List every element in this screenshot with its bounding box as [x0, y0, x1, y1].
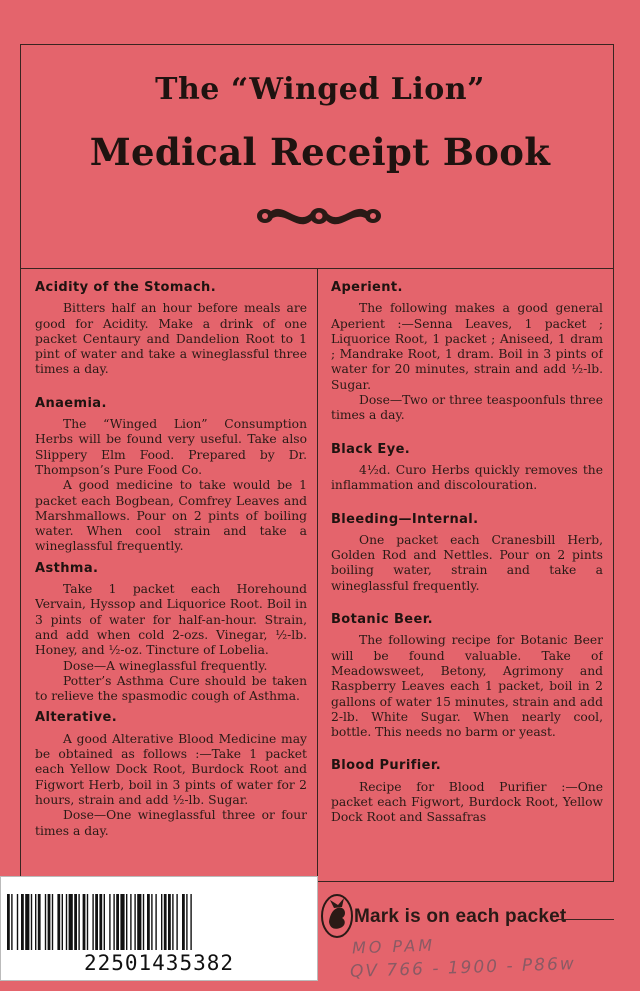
section-text: Recipe for Blood Purifier :—One packet each Figwort, Burdock Root, Yellow Dock Root and Sassafras: [331, 779, 603, 825]
section-blood-purifier: [331, 758, 603, 825]
section-aperient: [331, 280, 603, 424]
section-acidity: [35, 280, 307, 378]
barcode-number: 22501435382: [83, 951, 235, 975]
section-heading: Aperient.: [331, 280, 403, 295]
trademark-caption: Mark is on each packet: [354, 906, 567, 927]
section-heading: Blood Purifier.: [331, 758, 442, 774]
left-column: [35, 280, 307, 876]
section-text: The following makes a good general Aperient :—Senna Leaves, 1 packet ; Liquorice Root, 1 packet ; Aniseed, 1 dram ; Mandrake Root, 1 dram. Boil in 3 pints of water for 20 minutes, strain and add ½-lb. Sugar.: [331, 301, 603, 392]
title-line-1: The “Winged Lion”: [155, 72, 485, 107]
library-barcode-label: [0, 876, 318, 981]
section-dose: Dose—Two or three teaspoonfuls three times a day.: [331, 393, 603, 423]
title-line-2: Medical Receipt Book: [89, 130, 551, 174]
section-text: A good Alterative Blood Medicine may be obtained as follows :—Take 1 packet each Yellow Dock Root, Burdock Root and Figwort Herb, boil in 3 pints of water for 2 hours, strain and add ½-lb. Sugar.: [35, 731, 307, 807]
right-column: [331, 280, 603, 876]
column-divider: [317, 268, 318, 880]
section-heading: Botanic Beer.: [331, 612, 434, 628]
section-heading: Anaemia.: [35, 395, 107, 411]
section-dose: Dose—One wineglassful three or four times a day.: [35, 808, 307, 838]
section-botanic-beer: [331, 612, 603, 740]
section-text: One packet each Cranesbill Herb, Golden Rod and Nettles. Pour on 2 pints boiling water, strain and take a wineglassful frequently.: [331, 532, 603, 593]
pencil-annotation-2: QV 766 - 1900 - P86w: [349, 954, 577, 982]
trademark-rule: [558, 919, 614, 920]
section-text: The following recipe for Botanic Beer will be found valuable. Take of Meadowsweet, Betony, Agrimony and Raspberry Leaves each 1 packet, boil in 2 gallons of water 15 minutes, strain and add 2-lb. White Sugar. When nearly cool, bottle. This needs no barm or yeast.: [331, 633, 603, 740]
section-text: Bitters half an hour before meals are good for Acidity. Make a drink of one packet Centaury and Dandelion Root to 1 pint of water and take a wineglassful three times a day.: [35, 301, 307, 377]
winged-lion-seal-icon: [320, 892, 354, 940]
section-dose: Dose—A wineglassful frequently.: [63, 658, 268, 673]
section-text: Take 1 packet each Horehound Vervain, Hyssop and Liquorice Root. Boil in 3 pints of water for half-an-hour. Strain, and add when cold 2-ozs. Vinegar, ½-lb. Honey, and ½-oz. Tincture of Lobelia.: [35, 582, 307, 658]
barcode-icon: [7, 894, 307, 950]
section-bleeding: [331, 512, 603, 594]
section-text: A good medicine to take would be 1 packet each Bogbean, Comfrey Leaves and Marshmallows. Pour on 2 pints of boiling water. When cool strain and take a wineglassful frequently.: [35, 478, 307, 554]
section-text: Potter’s Asthma Cure should be taken to relieve the spasmodic cough of Asthma.: [35, 673, 307, 704]
section-asthma: [35, 561, 307, 705]
section-text: The “Winged Lion” Consumption Herbs will be found very useful. Take also Slippery Elm Food. Prepared by Dr. Thompson’s Pure Food Co.: [35, 417, 307, 477]
scroll-flourish-ornament-icon: [254, 198, 384, 234]
section-heading: Black Eye.: [331, 441, 411, 457]
pencil-annotation-1: MO PAM: [351, 935, 436, 958]
section-alterative: [35, 710, 307, 838]
section-black-eye: [331, 442, 603, 494]
section-text: 4½d. Curo Herbs quickly removes the inflammation and discolouration.: [331, 462, 603, 493]
section-heading: Bleeding—Internal.: [331, 511, 479, 527]
section-heading: Acidity of the Stomach.: [35, 280, 217, 295]
section-anaemia: [35, 396, 307, 555]
section-heading: Alterative.: [35, 710, 118, 726]
section-heading: Asthma.: [35, 560, 99, 576]
